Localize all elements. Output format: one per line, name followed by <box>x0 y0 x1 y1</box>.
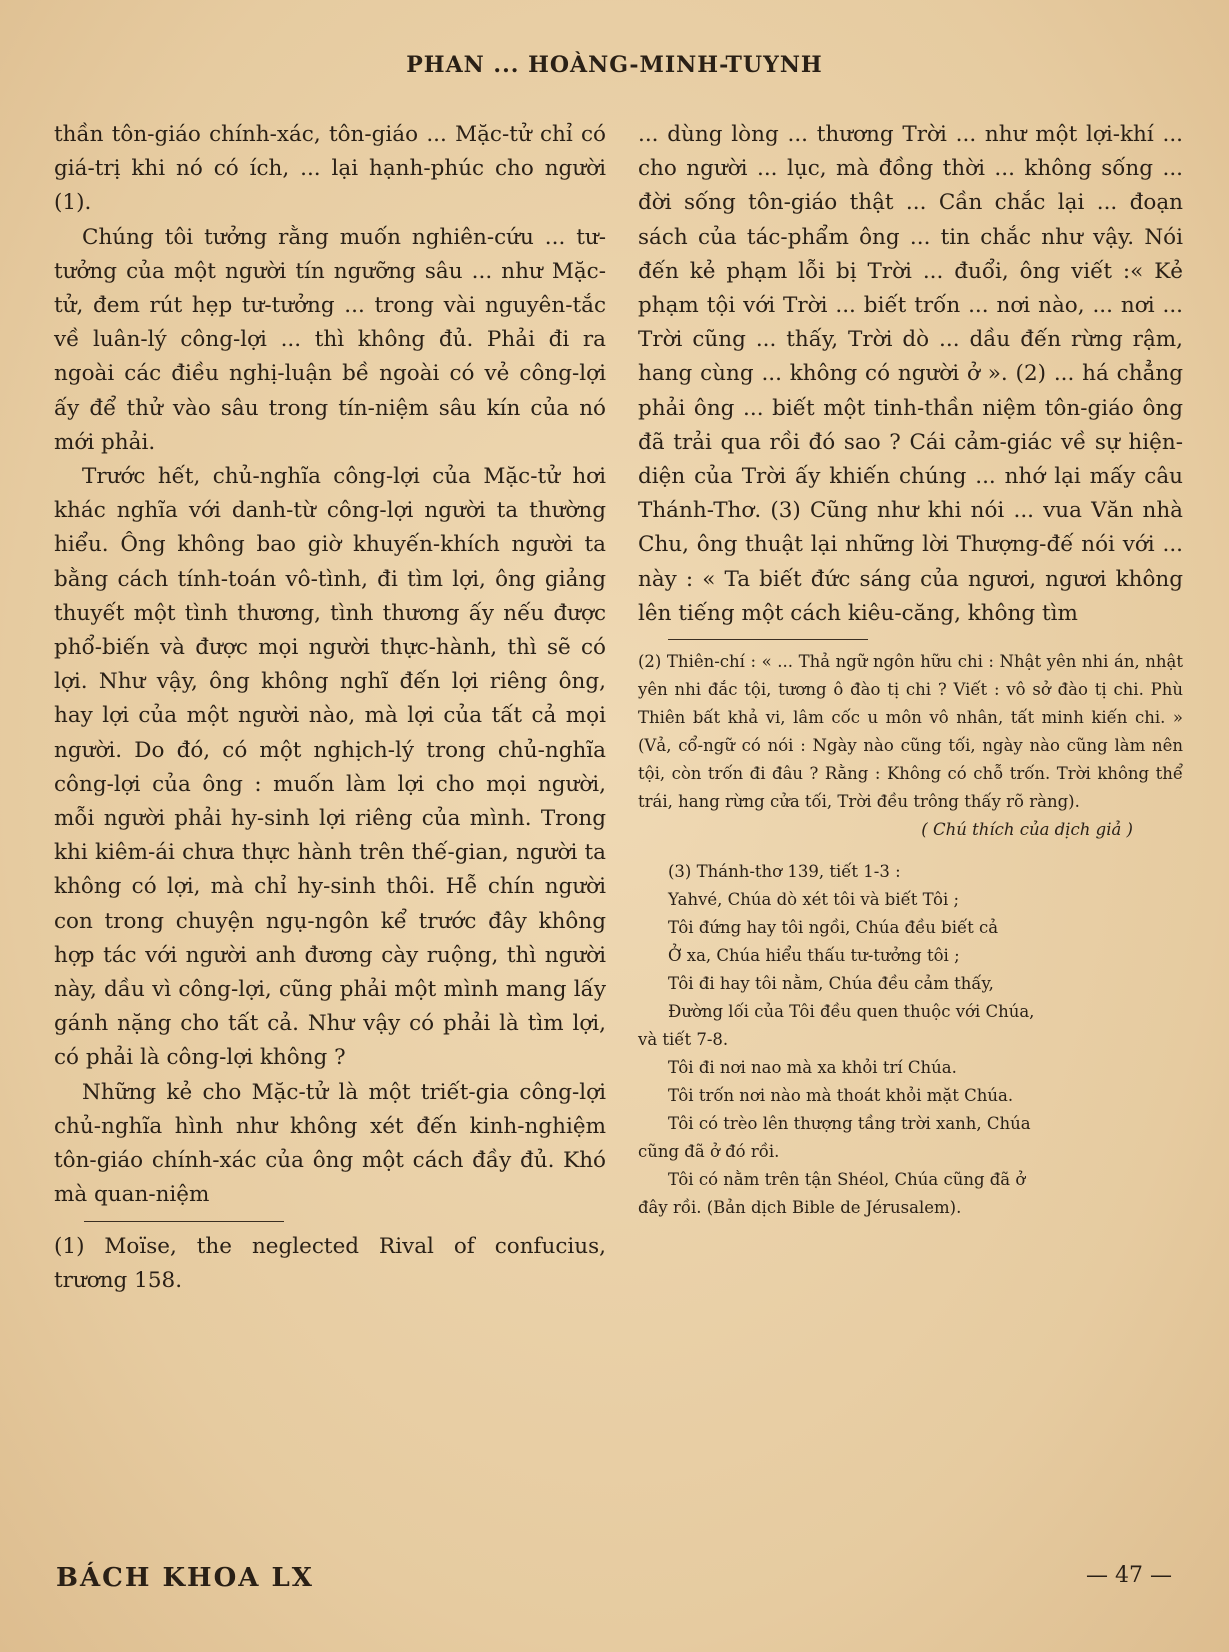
footnote-divider <box>84 1221 284 1222</box>
paragraph: thần tôn-giáo chính-xác, tôn-giáo ... Mặc-tử chỉ có giá-trị khi nó có ích, ... lại hạnh-phúc cho người (1). <box>54 122 606 216</box>
footnote-2-block <box>638 648 1183 844</box>
page-number: — 47 — <box>1086 1563 1172 1588</box>
paragraph: ... dùng lòng ... thương Trời ... như một lợi-khí ... cho người ... lục, mà đồng thời ... không sống ... đời sống tôn-giáo thật ... Cần chắc lại ... đoạn sách của tác-phẩm ông ... tin chắc như vậy. Nói đến kẻ phạm lỗi bị Trời ... đuổi, ông viết :« Kẻ phạm tội với Trời ... biết trốn ... nơi nào, ... nơi ... Trời cũng ... thấy, Trời dò ... dầu đến rừng rậm, hang cùng ... không có người ở ». (2) ... há chẳng phải ông ... biết một tinh-thần niệm tôn-giáo ông đã trải qua rồi đó sao ? Cái cảm-giác về sự hiện-diện của Trời ấy khiến chúng ... nhớ lại mấy câu Thánh-Thơ. (3) Cũng như khi nói ... vua Văn nhà Chu, ông thuật lại những lời Thượng-đế nói với ... này : « Ta biết đức sáng của ngươi, ngươi không lên tiếng một cách kiêu-căng, không tìm <box>638 122 1183 626</box>
footnote-2: (2) Thiên-chí : « ... Thả ngữ ngôn hữu chi : Nhật yên nhi án, nhật yên nhi đắc tội, tương ô đào tị chi ? Viết : vô sở đào tị chi. Phù Thiên bất khả vi, lâm cốc u môn vô nhân, tất minh kiến chi. » (Vả, cổ-ngữ có nói : Ngày nào cũng tối, ngày nào cũng làm nên tội, còn trốn đi đâu ? Rằng : Không có chỗ trốn. Trời không thể trái, hang rừng cửa tối, Trời đều trông thấy rõ ràng). <box>638 652 1183 812</box>
footnote-3-block <box>638 858 1183 1222</box>
footnote-3: (3) Thánh-thơ 139, tiết 1-3 : <box>668 862 901 882</box>
paragraph: Những kẻ cho Mặc-tử là một triết-gia công-lợi chủ-nghĩa hình như không xét đến kinh-nghiệm tôn-giáo chính-xác của ông một cách đầy đủ. Khó mà quan-niệm <box>54 1079 606 1208</box>
verse-line: Tôi có nằm trên tận Shéol, Chúa cũng đã ở <box>668 1170 1026 1190</box>
translator-note: ( Chú thích của dịch giả ) <box>921 820 1133 840</box>
verse-line: Đường lối của Tôi đều quen thuộc với Chúa, <box>668 1002 1035 1022</box>
magazine-footer: BÁCH KHOA LX <box>56 1563 314 1593</box>
verse-line: Tôi đi hay tôi nằm, Chúa đều cảm thấy, <box>668 974 994 994</box>
verse-line: Tôi có trèo lên thượng tầng trời xanh, Chúa <box>668 1114 1031 1134</box>
paragraph: Chúng tôi tưởng rằng muốn nghiên-cứu ... tư-tưởng của một người tín ngưỡng sâu ... như Mặc-tử, đem rút hẹp tư-tưởng ... trong vài nguyên-tắc về luân-lý công-lợi ... thì không đủ. Phải đi ra ngoài các điều nghị-luận bề ngoài có vẻ công-lợi ấy để thử vào sâu trong tín-niệm sâu kín của nó mới phải. <box>54 224 606 455</box>
verse-line: cũng đã ở đó rồi. <box>638 1142 780 1162</box>
verse-line: Ở xa, Chúa hiểu thấu tư-tưởng tôi ; <box>668 946 960 966</box>
verse-line: Tôi đứng hay tôi ngồi, Chúa đều biết cả <box>668 918 999 938</box>
verse-line: Yahvé, Chúa dò xét tôi và biết Tôi ; <box>668 890 960 910</box>
paragraph: Trước hết, chủ-nghĩa công-lợi của Mặc-tử hơi khác nghĩa với danh-từ công-lợi người ta thường hiểu. Ông không bao giờ khuyến-khích người ta bằng cách tính-toán vô-tình, đi tìm lợi, ông giảng thuyết một tình thương, tình thương ấy nếu được phổ-biến và được mọi người thực-hành, thì sẽ có lợi. Như vậy, ông không nghĩ đến lợi riêng ông, hay lợi của một người nào, mà lợi của tất cả mọi người. Do đó, có một nghịch-lý trong chủ-nghĩa công-lợi của ông : muốn làm lợi cho mọi người, mỗi người phải hy-sinh lợi riêng của mình. Trong khi kiêm-ái chưa thực hành trên thế-gian, người ta không có lợi, mà chỉ hy-sinh thôi. Hễ chín người con trong chuyện ngụ-ngôn kể trước đây không hợp tác với người anh đương cày ruộng, thì người này, dầu vì công-lợi, cũng phải một mình mang lấy gánh nặng cho tất cả. Như vậy có phải là tìm lợi, có phải là công-lợi không ? <box>54 464 606 1071</box>
verse-line: đây rồi. (Bản dịch Bible de Jérusalem). <box>638 1198 962 1218</box>
verse-line: Tôi đi nơi nao mà xa khỏi trí Chúa. <box>668 1058 957 1078</box>
left-column <box>54 118 606 1298</box>
right-column <box>638 118 1183 1222</box>
verse-line: Tôi trốn nơi nào mà thoát khỏi mặt Chúa. <box>668 1086 1014 1106</box>
verse-ref: và tiết 7-8. <box>638 1030 729 1050</box>
running-head: PHAN ... HOÀNG-MINH-TUYNH <box>406 52 823 78</box>
footnote-divider <box>668 639 868 640</box>
footnote-1: (1) Moïse, the neglected Rival of confucius, trương 158. <box>54 1233 606 1293</box>
